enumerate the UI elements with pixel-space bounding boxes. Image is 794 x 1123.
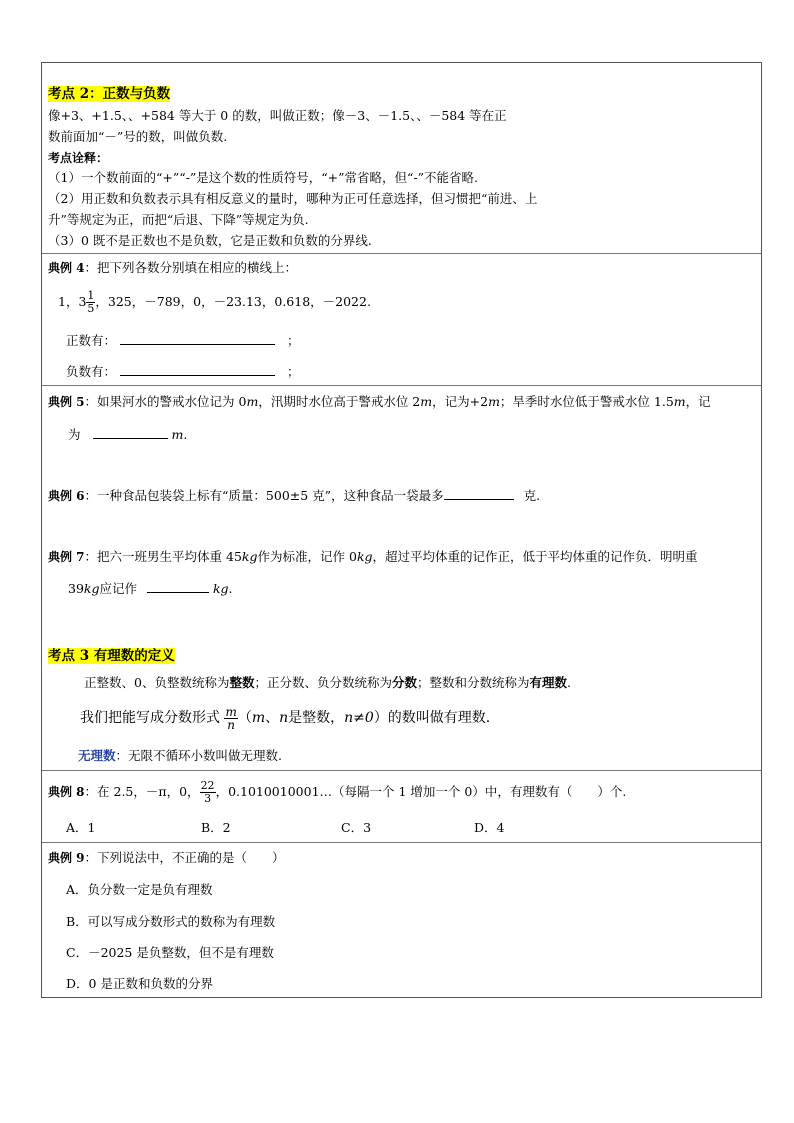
positive-answer-row bbox=[66, 331, 300, 350]
text: 、 bbox=[265, 710, 280, 726]
positive-answer-blank[interactable] bbox=[120, 331, 275, 345]
positive-label: 正数有： bbox=[66, 333, 117, 348]
example-7-line-2 bbox=[68, 579, 233, 598]
unit: kg bbox=[83, 581, 100, 596]
text: ，超过平均体重的记作正，低于平均体重的记作负．明明重 bbox=[372, 549, 698, 564]
text: 作为标准，记作 0 bbox=[257, 549, 357, 564]
heading-highlight: 考点 3 有理数的定义 bbox=[48, 648, 175, 664]
unit: kg bbox=[241, 549, 258, 564]
list-rest: ，325，－789，0，－23.13，0.618，－2022. bbox=[95, 294, 371, 309]
text: 为 bbox=[68, 427, 81, 442]
example-5-answer-blank[interactable] bbox=[93, 425, 168, 439]
irrational-definition bbox=[78, 747, 282, 765]
fraction-numerator: m bbox=[225, 704, 237, 719]
text: 正整数、0、负整数统称为 bbox=[84, 675, 230, 690]
heading-highlight: 考点 2：正数与负数 bbox=[48, 86, 171, 102]
text: ：在 2.5，－π，0， bbox=[84, 784, 200, 799]
section-heading-rational-numbers bbox=[48, 647, 175, 665]
divider bbox=[42, 842, 761, 843]
text: 我们把能写成分数形式 bbox=[80, 710, 220, 726]
example-6-answer-blank[interactable] bbox=[444, 486, 514, 500]
fraction-numerator: 22 bbox=[200, 779, 215, 792]
divider bbox=[42, 770, 761, 771]
example-label: 典例 5 bbox=[48, 395, 85, 409]
text: ；正分数、负分数统称为 bbox=[254, 675, 392, 690]
text: ：把六一班男生平均体重 45 bbox=[84, 549, 242, 564]
divider bbox=[42, 253, 761, 254]
example-7-answer-blank[interactable] bbox=[147, 579, 209, 593]
unit: m bbox=[171, 427, 184, 442]
term-rational: 有理数 bbox=[529, 675, 568, 690]
example-label: 典例 9 bbox=[48, 851, 85, 865]
note-3: （3）0 既不是正数也不是负数，它是正数和负数的分界线. bbox=[48, 233, 372, 248]
rational-definition bbox=[80, 703, 490, 733]
option-c[interactable]: C．3 bbox=[341, 820, 372, 835]
unit: m bbox=[673, 394, 686, 409]
text: ，记为+2 bbox=[432, 394, 489, 409]
section-heading-positive-negative bbox=[48, 85, 170, 103]
unit: m bbox=[488, 394, 500, 409]
end-mark: ； bbox=[286, 333, 300, 348]
worksheet-frame bbox=[41, 62, 762, 998]
unit: m bbox=[420, 394, 433, 409]
term-integer: 整数 bbox=[229, 675, 255, 690]
note-1: （1）一个数前面的“+”“-”是这个数的性质符号，“+”常省略，但“-”不能省略. bbox=[48, 170, 478, 185]
option-a[interactable]: A．负分数一定是负有理数 bbox=[66, 882, 213, 897]
list-start: 1，3 bbox=[58, 294, 87, 309]
text: ）的数叫做有理数. bbox=[373, 710, 491, 726]
note-2a: （2）用正数和负数表示具有相反意义的量时，哪种为正可任意选择，但习惯把“前进、上 bbox=[48, 191, 538, 206]
example-4-text: ：把下列各数分别填在相应的横线上： bbox=[84, 260, 298, 275]
example-9-question bbox=[48, 849, 285, 867]
text: 克. bbox=[523, 488, 541, 503]
example-label: 典例 6 bbox=[48, 489, 85, 503]
negative-answer-row bbox=[66, 362, 300, 381]
text: 应记作 bbox=[99, 581, 137, 596]
example-7-line-1 bbox=[48, 548, 698, 566]
text: ，0.1010010001…（每隔一个 1 增加一个 0）中，有理数有（ ）个. bbox=[215, 784, 627, 799]
divider bbox=[42, 385, 761, 386]
text: ；整数和分数统称为 bbox=[417, 675, 530, 690]
text: ，汛期时水位高于警戒水位 2 bbox=[258, 394, 421, 409]
negative-label: 负数有： bbox=[66, 364, 117, 379]
text: . bbox=[228, 581, 233, 596]
example-6 bbox=[48, 486, 540, 505]
text: ；旱季时水位低于警戒水位 1.5 bbox=[499, 394, 674, 409]
end-mark: ； bbox=[286, 364, 300, 379]
option-c[interactable]: C．－2025 是负整数，但不是有理数 bbox=[66, 945, 274, 960]
text: ，记 bbox=[685, 394, 711, 409]
term-fraction: 分数 bbox=[392, 675, 418, 690]
definition-line-2: 数前面加“－”号的数，叫做负数. bbox=[48, 129, 228, 144]
text: ：如果河水的警戒水位记为 0 bbox=[84, 394, 247, 409]
unit: kg bbox=[212, 581, 229, 596]
fraction-denominator: 5 bbox=[87, 302, 95, 315]
example-label: 典例 4 bbox=[48, 261, 85, 275]
example-label: 典例 8 bbox=[48, 785, 85, 799]
definition-line-1: 像+3、+1.5、、+584 等大于 0 的数，叫做正数；像－3、－1.5、、－584 等在正 bbox=[48, 108, 507, 123]
text: 39 bbox=[68, 581, 84, 596]
rational-classification bbox=[84, 674, 571, 692]
fraction-denominator: n bbox=[227, 717, 236, 732]
example-label: 典例 7 bbox=[48, 550, 85, 564]
term-irrational: 无理数 bbox=[78, 748, 116, 763]
fraction-numerator: 1 bbox=[87, 289, 95, 302]
fraction-m-over-n bbox=[224, 706, 237, 731]
text: . bbox=[567, 675, 572, 690]
unit: kg bbox=[356, 549, 373, 564]
text: ：无限不循环小数叫做无理数. bbox=[115, 748, 282, 763]
variable-n: n bbox=[279, 710, 289, 726]
variable-m: m bbox=[251, 710, 266, 726]
text: . bbox=[183, 427, 188, 442]
negative-answer-blank[interactable] bbox=[120, 362, 275, 376]
option-d[interactable]: D．0 是正数和负数的分界 bbox=[66, 976, 213, 991]
text: ：下列说法中，不正确的是（ ） bbox=[84, 850, 285, 865]
example-8-question bbox=[48, 777, 626, 807]
option-b[interactable]: B．2 bbox=[201, 820, 231, 835]
notes-label: 考点诠释： bbox=[48, 151, 109, 165]
unit: m bbox=[246, 394, 259, 409]
fraction-denominator: 3 bbox=[204, 792, 212, 805]
example-4-prompt bbox=[48, 259, 297, 277]
option-d[interactable]: D．4 bbox=[474, 820, 505, 835]
option-a[interactable]: A．1 bbox=[66, 820, 96, 835]
example-5-line-2 bbox=[68, 425, 187, 444]
text: 是整数， bbox=[288, 710, 345, 726]
fraction-22-over-3 bbox=[200, 780, 216, 805]
note-2b: 升”等规定为正，而把“后退、下降”等规定为负. bbox=[48, 212, 309, 227]
option-b[interactable]: B．可以写成分数形式的数称为有理数 bbox=[66, 914, 276, 929]
condition: n≠0 bbox=[344, 710, 374, 726]
text: ：一种食品包装袋上标有“质量：500±5 克”，这种食品一袋最多 bbox=[84, 488, 444, 503]
example-5-line-1 bbox=[48, 393, 711, 411]
text: （ bbox=[237, 710, 252, 726]
example-4-number-list bbox=[58, 289, 371, 315]
